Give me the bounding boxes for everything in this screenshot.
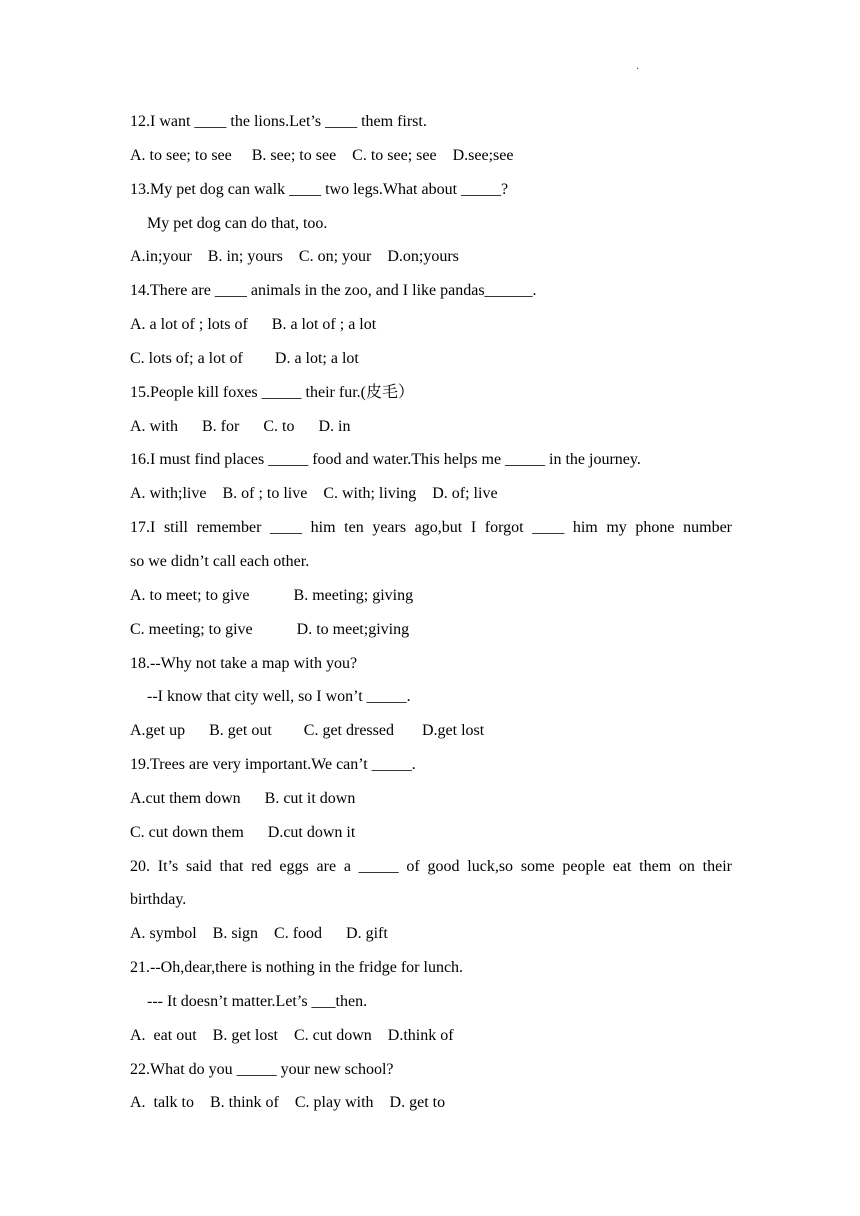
question-list [130,105,732,1120]
text-line: A. talk to B. think of C. play with D. get to [130,1094,446,1112]
text-line: A.cut them down B. cut it down [130,789,356,807]
text-line: 21.--Oh,dear,there is nothing in the fridge for lunch. [130,959,464,977]
text-line: A. to see; to see B. see; to see C. to see; see D.see;see [130,146,514,164]
text-line: My pet dog can do that, too. [147,214,328,232]
text-line: A. symbol B. sign C. food D. gift [130,925,388,943]
text-line: C. meeting; to give D. to meet;giving [130,620,410,638]
text-line: A.in;your B. in; yours C. on; your D.on;yours [130,248,459,266]
text-line: A. with B. for C. to D. in [130,417,351,435]
text-line: 13.My pet dog can walk ____ two legs.What about _____? [130,180,509,198]
text-line: 14.There are ____ animals in the zoo, and I like pandas______. [130,282,537,300]
text-line: A. a lot of ; lots of B. a lot of ; a lot [130,316,377,334]
text-line: 17.I still remember ____ him ten years ago,but I forgot ____ him my phone number [130,519,732,537]
text-line: 15.People kill foxes _____ their fur.(皮毛） [130,383,414,401]
text-line: --I know that city well, so I won’t _____. [147,688,411,706]
text-line: 20. It’s said that red eggs are a _____ of good luck,so some people eat them on their [130,857,732,875]
text-line: C. cut down them D.cut down it [130,823,356,841]
text-line: birthday. [130,891,187,909]
text-line: 19.Trees are very important.We can’t _____. [130,756,416,774]
text-line: 16.I must find places _____ food and water.This helps me _____ in the journey. [130,451,641,469]
text-line: 22.What do you _____ your new school? [130,1060,394,1078]
text-line: so we didn’t call each other. [130,552,310,570]
page-marker: · [636,64,640,75]
text-line: A. with;live B. of ; to live C. with; living D. of; live [130,485,498,503]
text-line: 18.--Why not take a map with you? [130,654,358,672]
text-line: A. to meet; to give B. meeting; giving [130,586,414,604]
text-line: C. lots of; a lot of D. a lot; a lot [130,349,359,367]
text-line: A. eat out B. get lost C. cut down D.think of [130,1026,454,1044]
text-line: A.get up B. get out C. get dressed D.get lost [130,722,485,740]
text-line: 12.I want ____ the lions.Let’s ____ them first. [130,113,427,130]
text-line: --- It doesn’t matter.Let’s ___then. [147,992,368,1010]
